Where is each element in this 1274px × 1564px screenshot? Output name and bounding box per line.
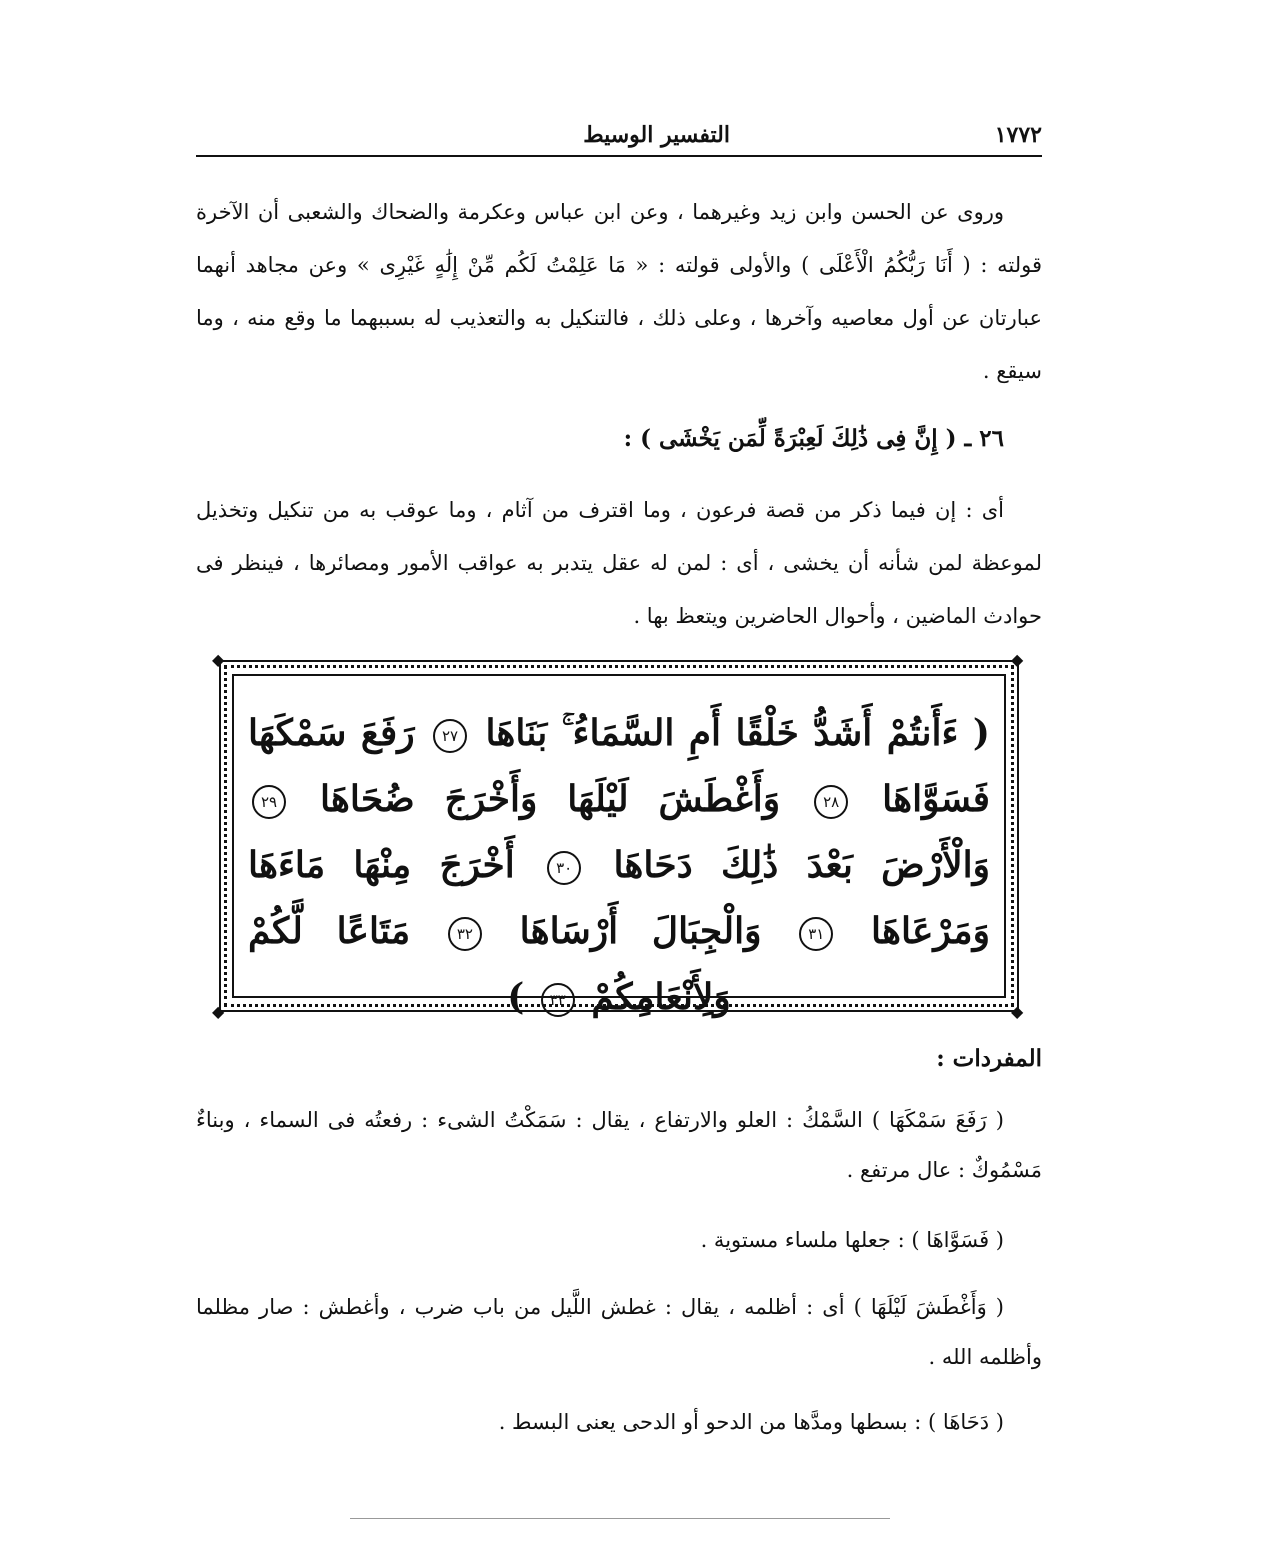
quran-segment: أَخْرَجَ مِنْهَا مَاءَهَا وَمَرْعَاهَا [248,844,990,952]
corner-ornament-icon: ◆ [212,650,225,669]
quran-segment: وَالْجِبَالَ أَرْسَاهَا [519,910,762,952]
paragraph-tafsir-1: وروى عن الحسن وابن زيد وغيرهما ، وعن ابن عباس وعكرمة والضحاك والشعبى أن الآخرة قولته : ( أَنَا رَبُّكُمُ الْأَعْلَى ) والأولى قولته : « مَا عَلِمْتُ لَكُم مِّنْ إِلَٰهٍ غَيْرِى » وعن مجاهد أنهما عبارتان عن أول معاصيه وآخرها ، وعلى ذلك ، فالتنكيل به والتعذيب له بسببهما ما وقع منه ، وما سيقع . [196,200,1042,383]
vocab-definition: ( وَأَغْطَشَ لَيْلَهَا ) أى : أظلمه ، يقال : غطش اللَّيل من باب ضرب ، وأغطش : صار مظلما وأظلمه الله . [196,1295,1042,1369]
quran-open-paren: ( [972,712,990,754]
footer-rule [350,1518,890,1519]
quran-segment: وَأَغْطَشَ لَيْلَهَا وَأَخْرَجَ ضُحَاهَا [319,778,781,820]
verse-number-badge: ٢٧ [433,719,467,753]
verse-26-heading: ٢٦ ـ ( إِنَّ فِى ذَٰلِكَ لَعِبْرَةً لِّمَن يَخْشَى ) : [623,425,1004,452]
corner-ornament-icon: ◆ [1011,1002,1024,1021]
quran-segment: رَفَعَ سَمْكَهَا فَسَوَّاهَا [248,712,990,820]
page-header [196,118,1042,158]
page-number: ١٧٧٢ [994,122,1042,148]
vocabulary-heading: المفردات : [936,1045,1042,1072]
verse-number-badge: ٣١ [799,917,833,951]
verse-number-badge: ٣٢ [448,917,482,951]
running-title: التفسير الوسيط [583,122,730,148]
vocab-definition: ( دَحَاهَا ) : بسطها ومدَّها من الدحو أو الدحى يعنى البسط . [498,1410,1004,1434]
quran-segment: وَالْأَرْضَ بَعْدَ ذَٰلِكَ دَحَاهَا [613,844,990,886]
verse-number-badge: ٢٨ [814,785,848,819]
vocab-definition: ( رَفَعَ سَمْكَهَا ) السَّمْكُ : العلو والارتفاع ، يقال : سَمَكْتُ الشىء : رفعتُه فى السماء ، وبناءٌ مَسْمُوكٌ : عال مرتفع . [196,1108,1042,1182]
header-rule [196,155,1042,157]
quran-verses [248,700,990,1030]
quran-segment: ءَأَنتُمْ أَشَدُّ خَلْقًا أَمِ السَّمَاءُ ۚ بَنَاهَا [485,712,959,754]
paragraph-tafsir-2: أى : إن فيما ذكر من قصة فرعون ، وما اقترف من آثام ، وما عوقب به من تنكيل وتخذيل لموعظة لمن شأنه أن يخشى ، أى : لمن له عقل يتدبر به عواقب الأمور ومصائرها ، فينظر فى حوادث الماضين ، وأحوال الحاضرين ويتعظ بها . [196,498,1042,628]
quran-close-paren: ) [507,976,525,1018]
verse-number-badge: ٢٩ [252,785,286,819]
verse-number-badge: ٣٠ [547,851,581,885]
quran-segment: مَتَاعًا لَّكُمْ وَلِأَنْعَامِكُمْ [248,910,731,1018]
corner-ornament-icon: ◆ [1011,650,1024,669]
corner-ornament-icon: ◆ [212,1002,225,1021]
verse-number-badge: ٣٣ [541,983,575,1017]
vocab-definition: ( فَسَوَّاهَا ) : جعلها ملساء مستوية . [700,1228,1004,1252]
